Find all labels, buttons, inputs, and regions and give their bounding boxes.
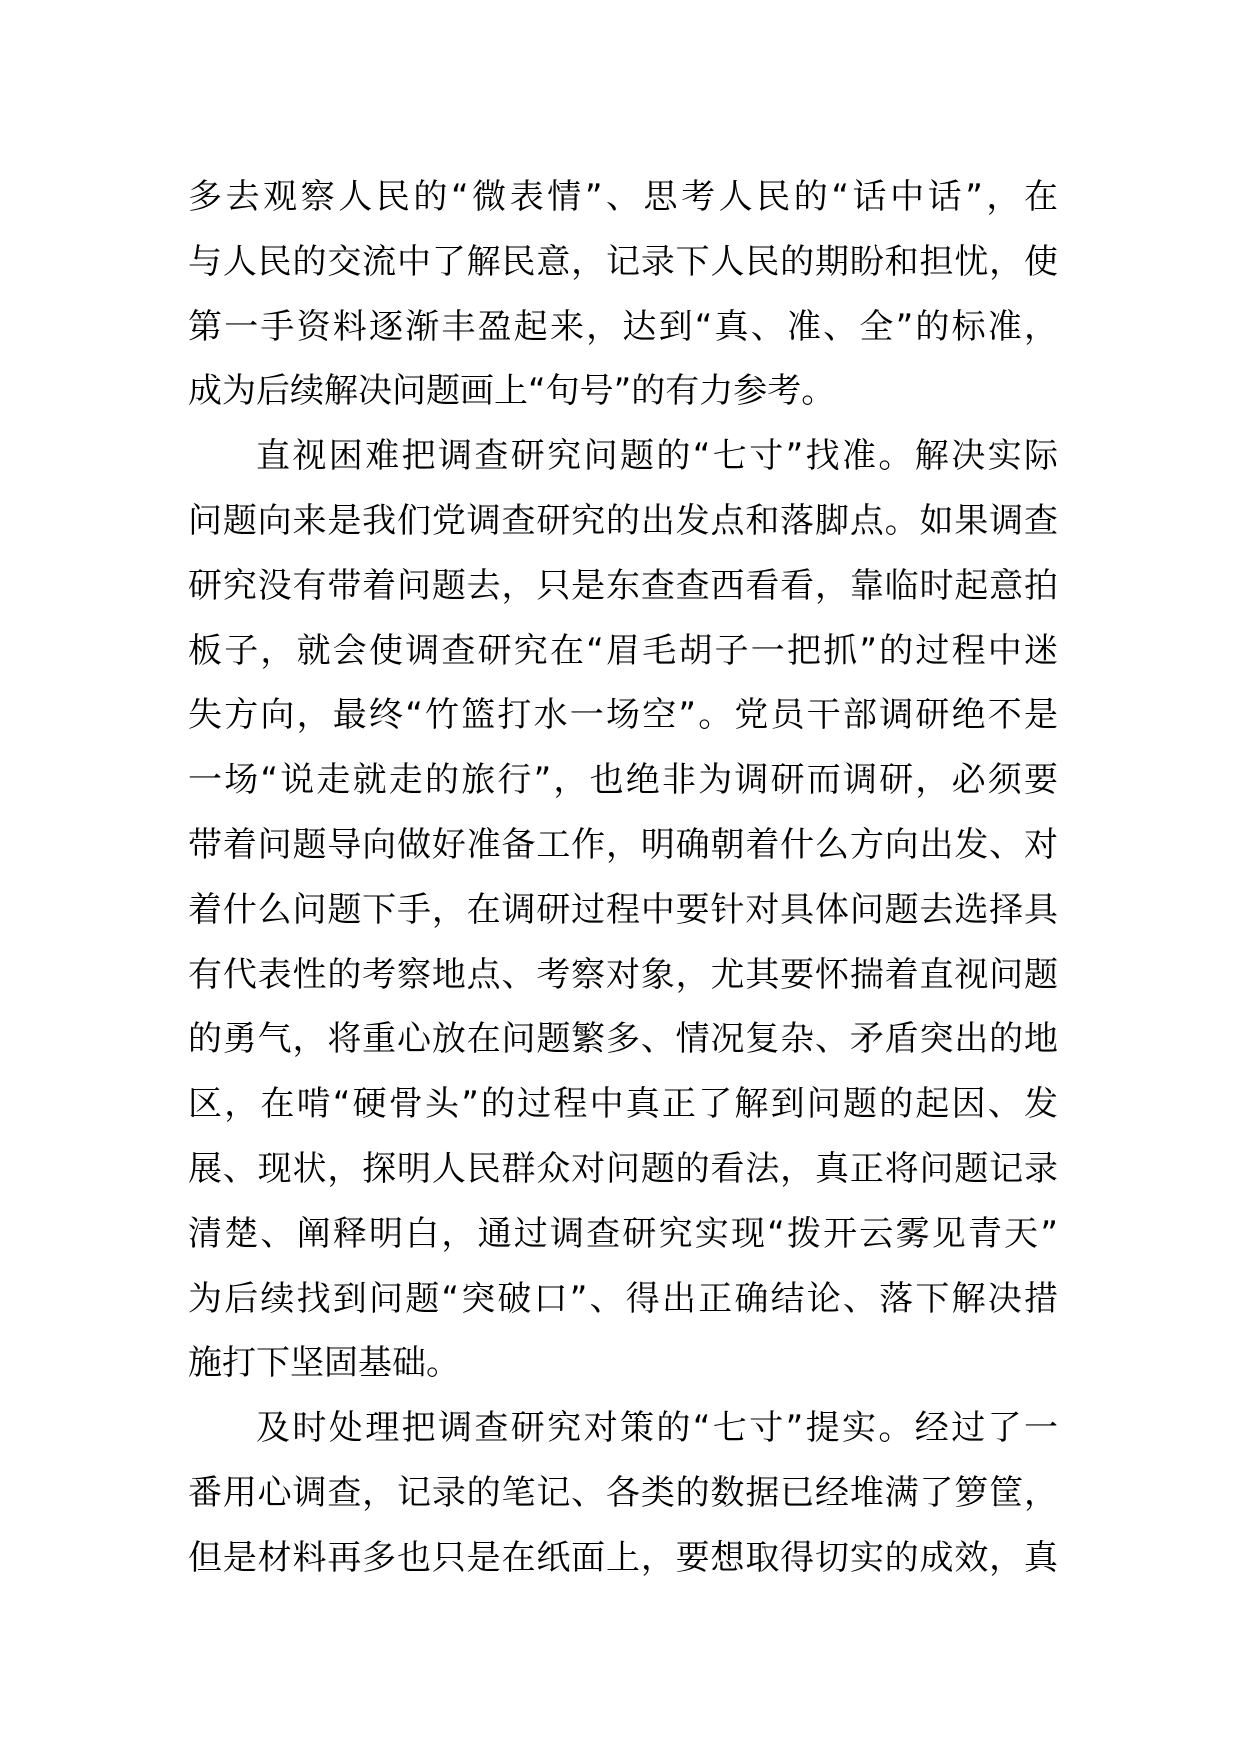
text-line: 但是材料再多也只是在纸面上，要想取得切实的成效，真 [188,1537,1058,1578]
text-line: 一场“说走就走的旅行”，也绝非为调研而调研，必须要 [188,760,1058,801]
text-line: 成为后续解决问题画上“句号”的有力参考。 [188,371,836,412]
text-line: 展、现状，探明人民群众对问题的看法，真正将问题记录 [188,1148,1058,1189]
text-line: 第一手资料逐渐丰盈起来，达到“真、准、全”的标准， [188,306,1058,347]
paragraph-first-line: 及时处理把调查研究对策的“七寸”提实。经过了一 [256,1408,1058,1449]
text-line: 番用心调查，记录的笔记、各类的数据已经堆满了箩筐， [188,1472,1058,1513]
text-line: 问题向来是我们党调查研究的出发点和落脚点。如果调查 [188,500,1058,541]
text-line: 施打下坚固基础。 [188,1343,460,1384]
text-line: 的勇气，将重心放在问题繁多、情况复杂、矛盾突出的地 [188,1019,1058,1060]
text-line: 有代表性的考察地点、考察对象，尤其要怀揣着直视问题 [188,954,1058,995]
text-line: 着什么问题下手，在调研过程中要针对具体问题去选择具 [188,889,1058,930]
text-line: 为后续找到问题“突破口”、得出正确结论、落下解决措 [188,1278,1058,1319]
text-line: 板子，就会使调查研究在“眉毛胡子一把抓”的过程中迷 [188,630,1058,671]
text-line: 区，在啃“硬骨头”的过程中真正了解到问题的起因、发 [188,1084,1058,1125]
text-line: 多去观察人民的“微表情”、思考人民的“话中话”，在 [188,177,1058,217]
text-line: 失方向，最终“竹篮打水一场空”。党员干部调研绝不是 [188,695,1058,736]
text-line: 带着问题导向做好准备工作，明确朝着什么方向出发、对 [188,824,1058,865]
body-text [188,165,1058,1591]
text-line: 研究没有带着问题去，只是东查查西看看，靠临时起意拍 [188,565,1058,606]
text-line: 清楚、阐释明白，通过调查研究实现“拨开云雾见青天” [188,1213,1058,1254]
paragraph-first-line: 直视困难把调查研究问题的“七寸”找准。解决实际 [256,436,1058,477]
text-line: 与人民的交流中了解民意，记录下人民的期盼和担忧，使 [188,241,1058,282]
